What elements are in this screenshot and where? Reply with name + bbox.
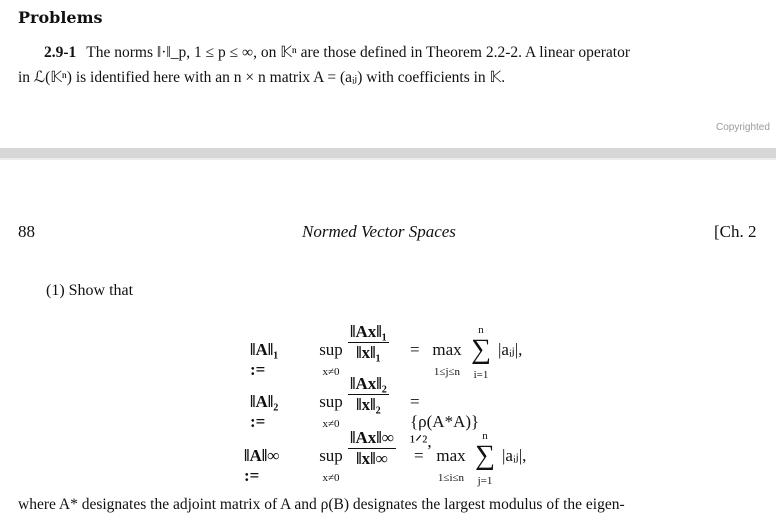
eq1-sum: [468, 318, 494, 383]
previous-page-fragment: [0, 0, 776, 148]
eq1-lhs: ‖A‖₁ :=: [250, 340, 279, 379]
eq1-sup-label: sup: [319, 340, 343, 359]
eq3-max-sub: 1≤i≤n: [437, 472, 465, 484]
eq3-sum: [472, 424, 498, 489]
problem-number: 2.9-1: [44, 44, 77, 61]
eq2-sup: [314, 392, 348, 432]
sigma-icon: ∑: [475, 440, 495, 471]
section-heading: Problems: [18, 8, 103, 27]
eq3-sum-bottom: j=1: [477, 475, 493, 487]
eq1-max-sub: 1≤j≤n: [433, 366, 461, 378]
eq1-max: [424, 340, 470, 380]
problem-statement: [18, 40, 770, 90]
running-title: Normed Vector Spaces: [302, 222, 456, 241]
eq1-sup-sub: x≠0: [322, 366, 340, 378]
eq3-denominator: ‖x‖∞: [356, 449, 388, 468]
eq3-fraction: [348, 428, 396, 469]
part-label: (1) Show that: [46, 282, 134, 299]
eq1-numerator: ‖Ax‖₁: [350, 322, 387, 341]
eq3-sup-sub: x≠0: [322, 472, 340, 484]
eq2-denominator: ‖x‖₂: [356, 395, 381, 414]
eq1-denominator: ‖x‖₁: [356, 343, 381, 362]
eq3-sum-top: n: [482, 430, 488, 442]
page-separator-shadow: [0, 158, 776, 160]
eq1-sum-bottom: i=1: [473, 369, 489, 381]
eq2-fraction: [348, 374, 389, 415]
problem-line-1: [18, 40, 770, 65]
eq2-lhs: ‖A‖₂ :=: [250, 392, 279, 431]
eq1-term: |aᵢⱼ|,: [498, 340, 523, 359]
eq2-numerator: ‖Ax‖₂: [350, 374, 387, 393]
eq3-lhs: ‖A‖∞ :=: [244, 446, 280, 485]
eq1-max-label: max: [432, 340, 462, 359]
chapter-mark: [Ch. 2: [714, 222, 757, 241]
eq2-rhs: = {ρ(A*A)}¹ᐟ²,: [410, 392, 480, 451]
eq3-sup: [314, 446, 348, 486]
eq3-sup-label: sup: [319, 446, 343, 465]
eq3-max: [428, 446, 474, 486]
eq3-term: |aᵢⱼ|,: [502, 446, 527, 465]
page-separator: [0, 148, 776, 158]
page-number: 88: [18, 222, 35, 241]
continuation-text: where A* designates the adjoint matrix of A and ρ(B) designates the largest modulus of the eigen-: [18, 496, 625, 513]
sigma-icon: ∑: [471, 334, 491, 365]
problem-text-line-1: The norms ‖·‖_p, 1 ≤ p ≤ ∞, on 𝕂ⁿ are those defined in Theorem 2.2-2. A linear operator: [86, 44, 631, 61]
eq3-numerator: ‖Ax‖∞: [350, 428, 394, 447]
eq3-max-label: max: [436, 446, 466, 465]
copyright-watermark: Copyrighted: [716, 122, 770, 133]
eq1-equals: =: [410, 340, 420, 359]
eq1-sup: [314, 340, 348, 380]
eq3-equals: =: [414, 446, 424, 465]
eq1-sum-top: n: [478, 324, 484, 336]
eq2-sup-label: sup: [319, 392, 343, 411]
problem-text-line-2: in ℒ(𝕂ⁿ) is identified here with an n × n matrix A = (aᵢⱼ) with coefficients in 𝕂.: [18, 69, 506, 86]
eq2-sup-sub: x≠0: [322, 418, 340, 430]
eq1-fraction: [348, 322, 389, 363]
